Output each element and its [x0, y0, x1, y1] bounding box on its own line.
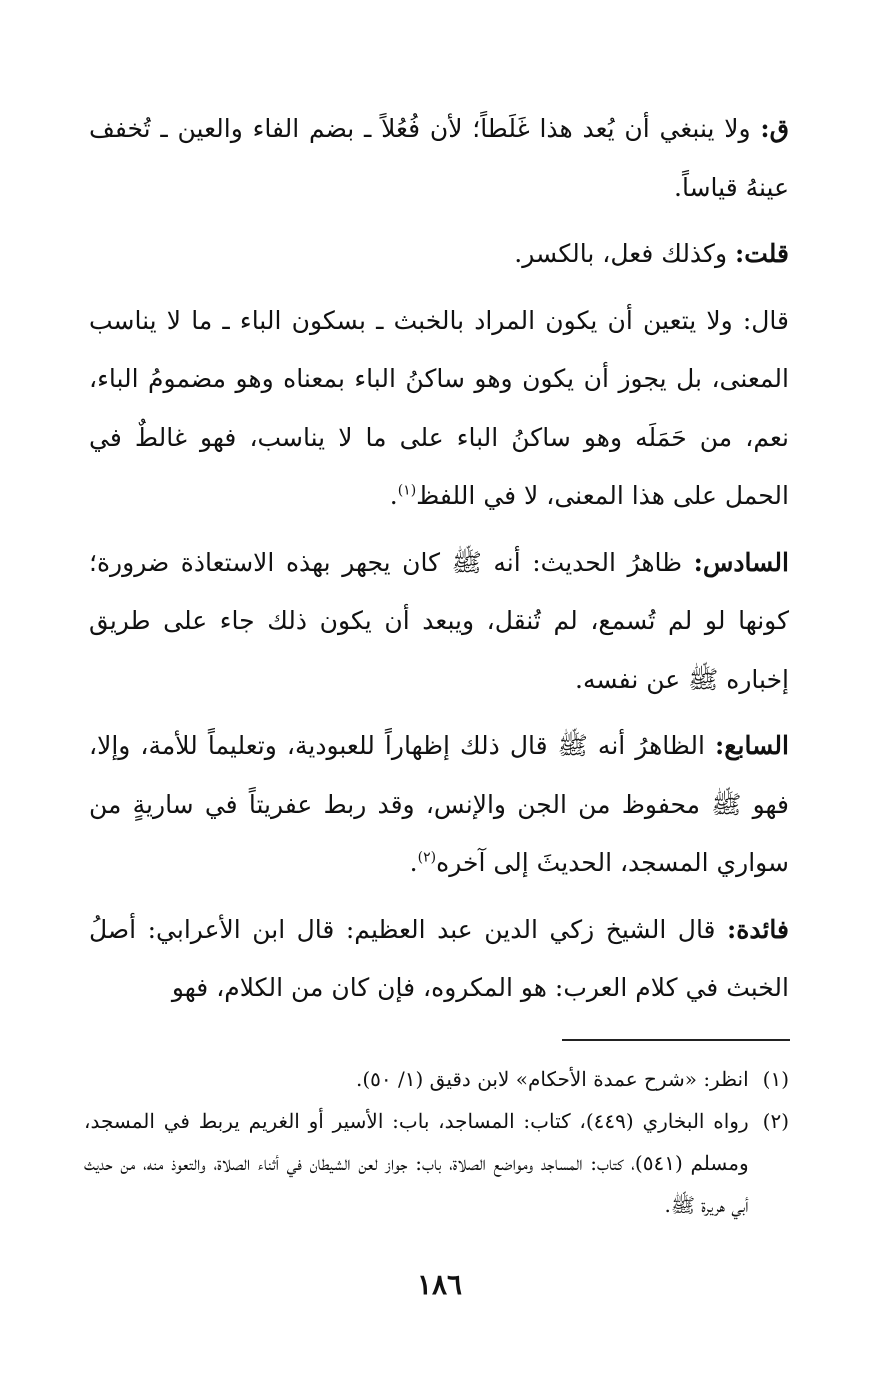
- paragraph-body: الظاهرُ أنه ﷺ قال ذلك إظهاراً للعبودية، وتعليماً للأمة، وإلا، فهو ﷺ محفوظ من الجن والإنس، وقد ربط عفريتاً في ساريةٍ من سواري المسجد، الحديثَ إلى آخره: [89, 731, 789, 877]
- paragraph-lead: ق:: [760, 114, 789, 143]
- paragraph-body: ولا يتعين أن يكون المراد بالخبث ـ بسكون الباء ـ ما لا يناسب المعنى، بل يجوز أن يكون وهو ساكنُ الباء بمعناه وهو مضمومُ الباء، نعم، من حَمَلَه وهو ساكنُ الباء على ما لا يناسب، فهو غالطٌ في الحمل على هذا المعنى، لا في اللفظ: [89, 305, 789, 510]
- main-text: [89, 100, 789, 1018]
- paragraph-body: ظاهرُ الحديث: أنه ﷺ كان يجهر بهذه الاستعاذة ضرورة؛ كونها لو لم تُسمع، لم تُنقل، ويبعد أن يكون ذلك جاء على طريق إخباره ﷺ عن نفسه.: [89, 547, 789, 694]
- footnotes: [84, 1058, 789, 1226]
- footnote-text: انظر: «شرح عمدة الأحكام» لابن دقيق (١/ ٥٠).: [355, 1067, 749, 1091]
- footnote-separator: [562, 1039, 790, 1041]
- paragraph-lead: قال:: [742, 305, 789, 335]
- footnote-1: [84, 1058, 789, 1100]
- paragraph-lead: قلت:: [734, 239, 789, 268]
- footnote-2: [84, 1100, 789, 1226]
- paragraph-body: قال الشيخ زكي الدين عبد العظيم: قال ابن الأعرابي: أصلُ الخبث في كلام العرب: هو المكروه، فإن كان من الكلام، فهو: [89, 914, 789, 1002]
- paragraph-end: .: [389, 481, 398, 510]
- paragraph-lead: السابع:: [715, 731, 789, 760]
- paragraph-qultu: [89, 225, 789, 284]
- footnote-reference-1[interactable]: (١): [397, 482, 417, 499]
- paragraph-lead: فائدة:: [727, 914, 789, 944]
- paragraph-body: ولا ينبغي أن يُعد هذا غَلَطاً؛ لأن فُعُلاً ـ بضم الفاء والعين ـ تُخفف عينهُ قياساً.: [89, 114, 789, 202]
- paragraph-end: .: [409, 848, 418, 877]
- paragraph-benefit: [89, 901, 789, 1018]
- paragraph-body: وكذلك فعل، بالكسر.: [514, 239, 735, 268]
- footnote-reference-2[interactable]: (٢): [417, 849, 437, 866]
- paragraph-seventh: [89, 717, 789, 893]
- paragraph-sixth: [89, 534, 789, 710]
- footnote-text: رواه البخاري (٤٤٩)، كتاب: المساجد، باب: الأسير أو الغريم يربط في المسجد، ومسلم (٥٤١)، كتاب: المساجد ومواضع الصلاة، باب: جواز لعن الشيطان في أثناء الصلاة، والتعوذ منه، من حديث أبي هريرة ﷺ.: [84, 1109, 749, 1217]
- footnote-number: (١): [762, 1067, 789, 1091]
- paragraph-qal: [89, 292, 789, 526]
- footnote-number: (٢): [762, 1109, 789, 1133]
- paragraph-qaf: [89, 100, 789, 217]
- paragraph-lead: السادس:: [693, 547, 789, 577]
- page-number: ١٨٦: [416, 1268, 463, 1301]
